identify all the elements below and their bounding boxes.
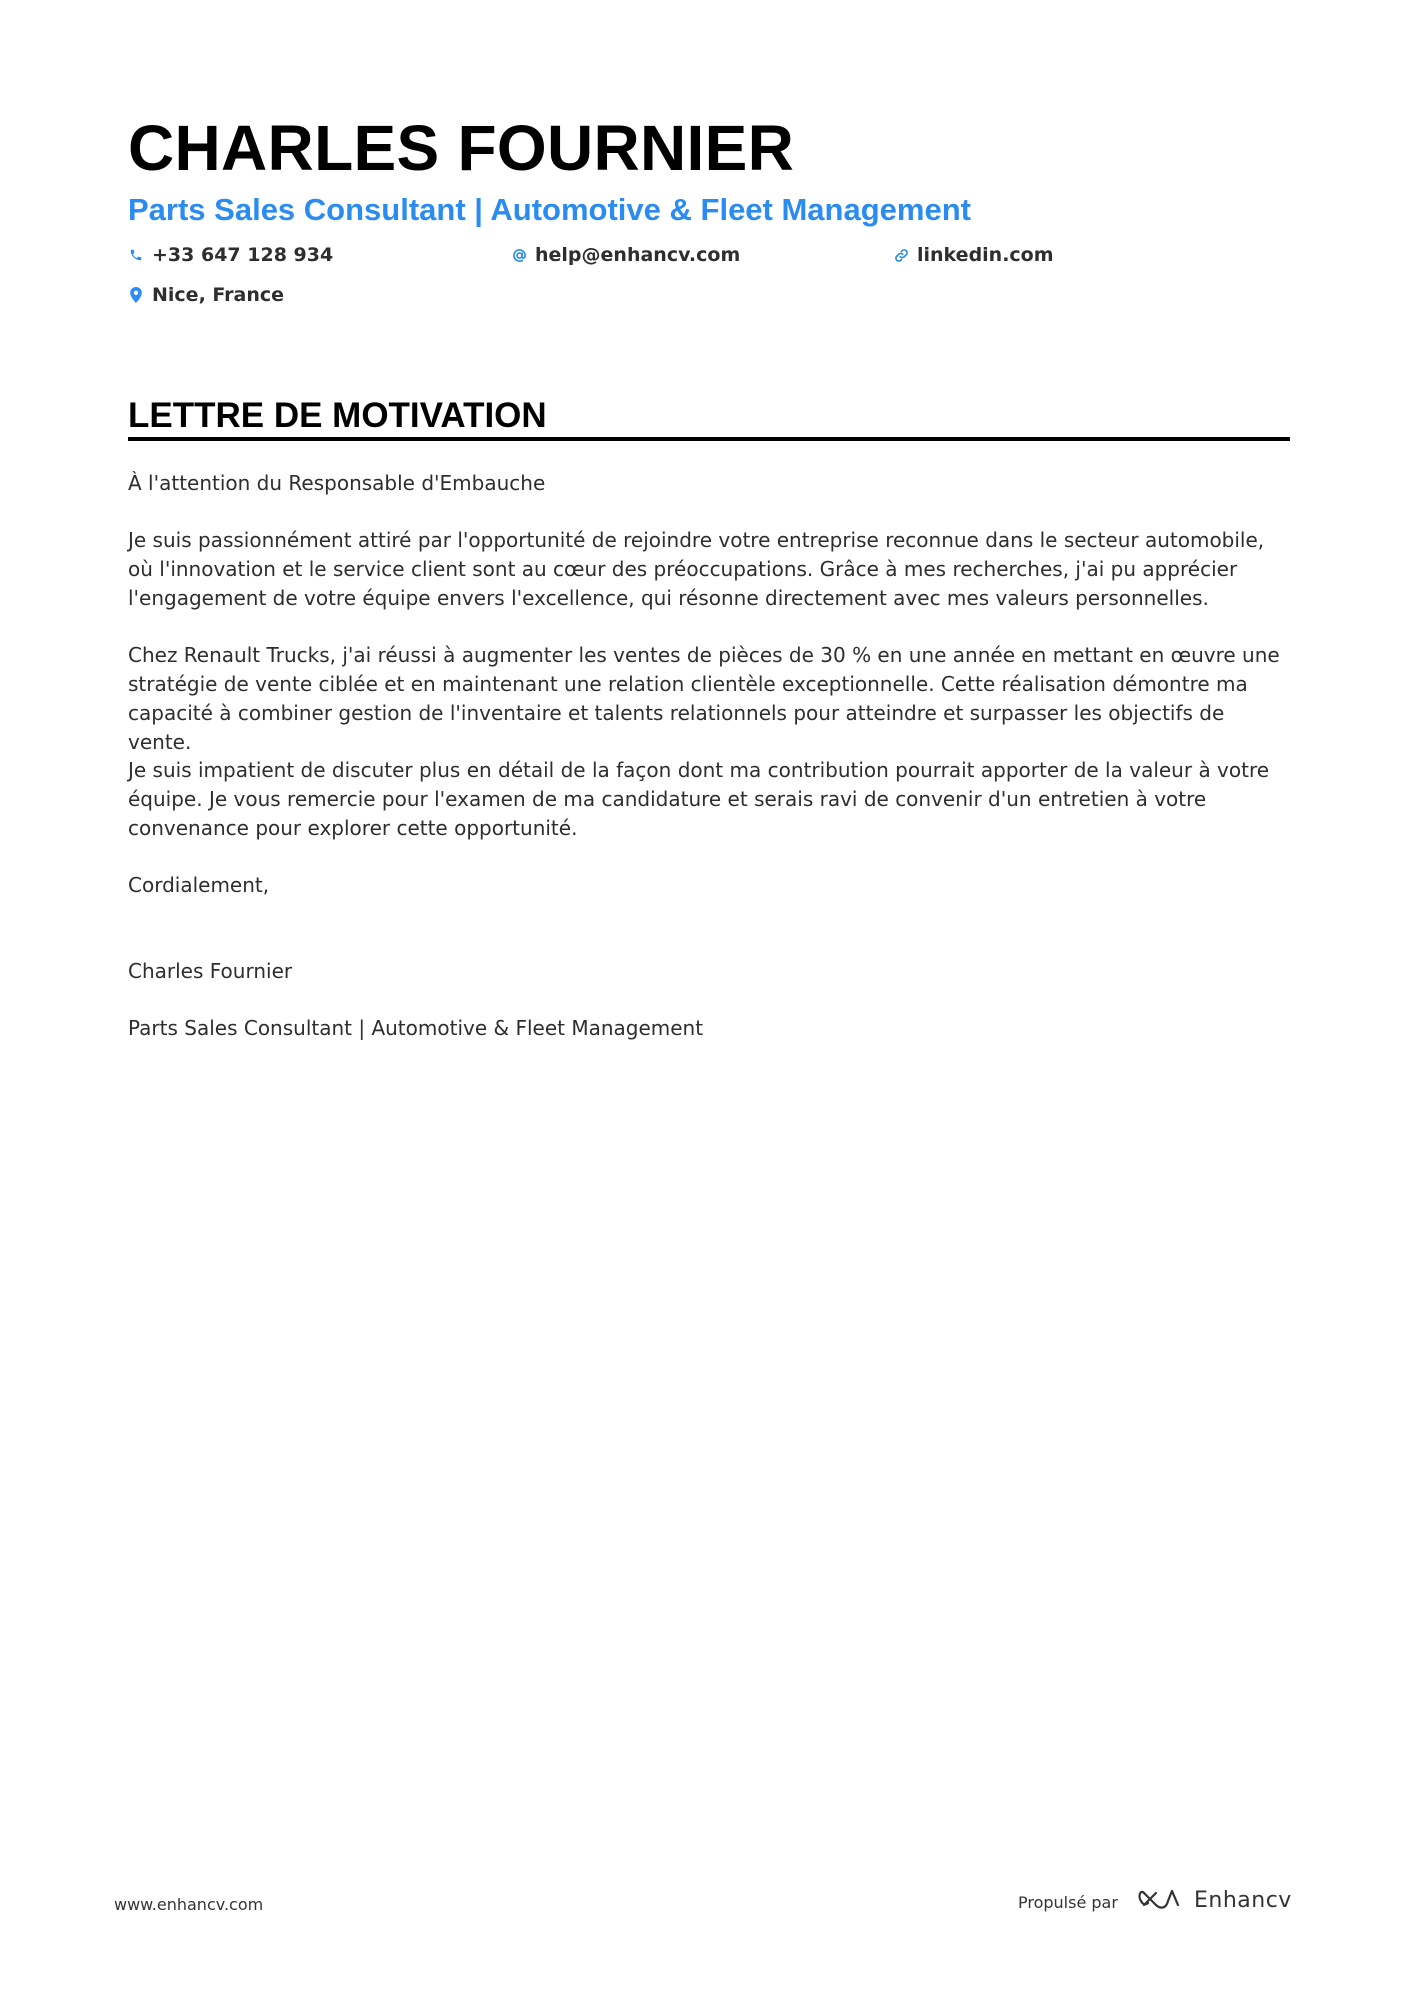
section-title: LETTRE DE MOTIVATION: [128, 396, 547, 435]
section-divider: [128, 437, 1290, 441]
letter-greeting: À l'attention du Responsable d'Embauche: [128, 471, 546, 495]
contact-phone: [128, 242, 333, 268]
location-pin-icon: [128, 285, 144, 305]
candidate-title: Parts Sales Consultant | Automotive & Fleet Management: [128, 192, 971, 227]
signature-name: Charles Fournier: [128, 959, 293, 983]
footer-powered-by: Propulsé par: [1018, 1893, 1118, 1912]
letter-paragraph: Je suis impatient de discuter plus en détail de la façon dont ma contribution pourrait apporter de la valeur à votre équipe. Je vous remercie pour l'examen de ma candidature et serais ravi de convenir d'un entretien à votre convenance pour explorer cette opportunité.: [128, 758, 1270, 840]
enhancv-logo-icon: [1138, 1887, 1184, 1915]
email-text[interactable]: help@enhancv.com: [535, 244, 741, 266]
location-text: Nice, France: [152, 284, 285, 306]
letter-closing: Cordialement,: [128, 873, 270, 897]
contact-link[interactable]: [893, 242, 1054, 268]
candidate-name: CHARLES FOURNIER: [128, 112, 795, 184]
enhancv-logo-text: Enhancv: [1194, 1888, 1292, 1913]
enhancv-logo[interactable]: [1138, 1886, 1292, 1916]
at-icon: [511, 245, 527, 265]
signature-title: Parts Sales Consultant | Automotive & Fleet Management: [128, 1016, 704, 1040]
link-icon: [893, 245, 909, 265]
phone-icon: [128, 245, 144, 265]
contact-location: [128, 282, 284, 308]
link-text[interactable]: linkedin.com: [917, 244, 1054, 266]
footer-url[interactable]: www.enhancv.com: [114, 1895, 264, 1914]
phone-text: +33 647 128 934: [152, 244, 334, 266]
letter-paragraph: Je suis passionnément attiré par l'opportunité de rejoindre votre entreprise reconnue dans le secteur automobile, où l'innovation et le service client sont au cœur des préoccupations. Grâce à mes recherches, j'ai pu apprécier l'engagement de votre équipe envers l'excellence, qui résonne directement avec mes valeurs personnelles.: [128, 528, 1265, 610]
contact-email[interactable]: [511, 242, 740, 268]
letter-paragraph: Chez Renault Trucks, j'ai réussi à augmenter les ventes de pièces de 30 % en une année en mettant en œuvre une stratégie de vente ciblée et en maintenant une relation clientèle exceptionnelle. Cette réalisation démontre ma capacité à combiner gestion de l'inventaire et talents relationnels pour atteindre et surpasser les objectifs de vente.: [128, 643, 1280, 754]
